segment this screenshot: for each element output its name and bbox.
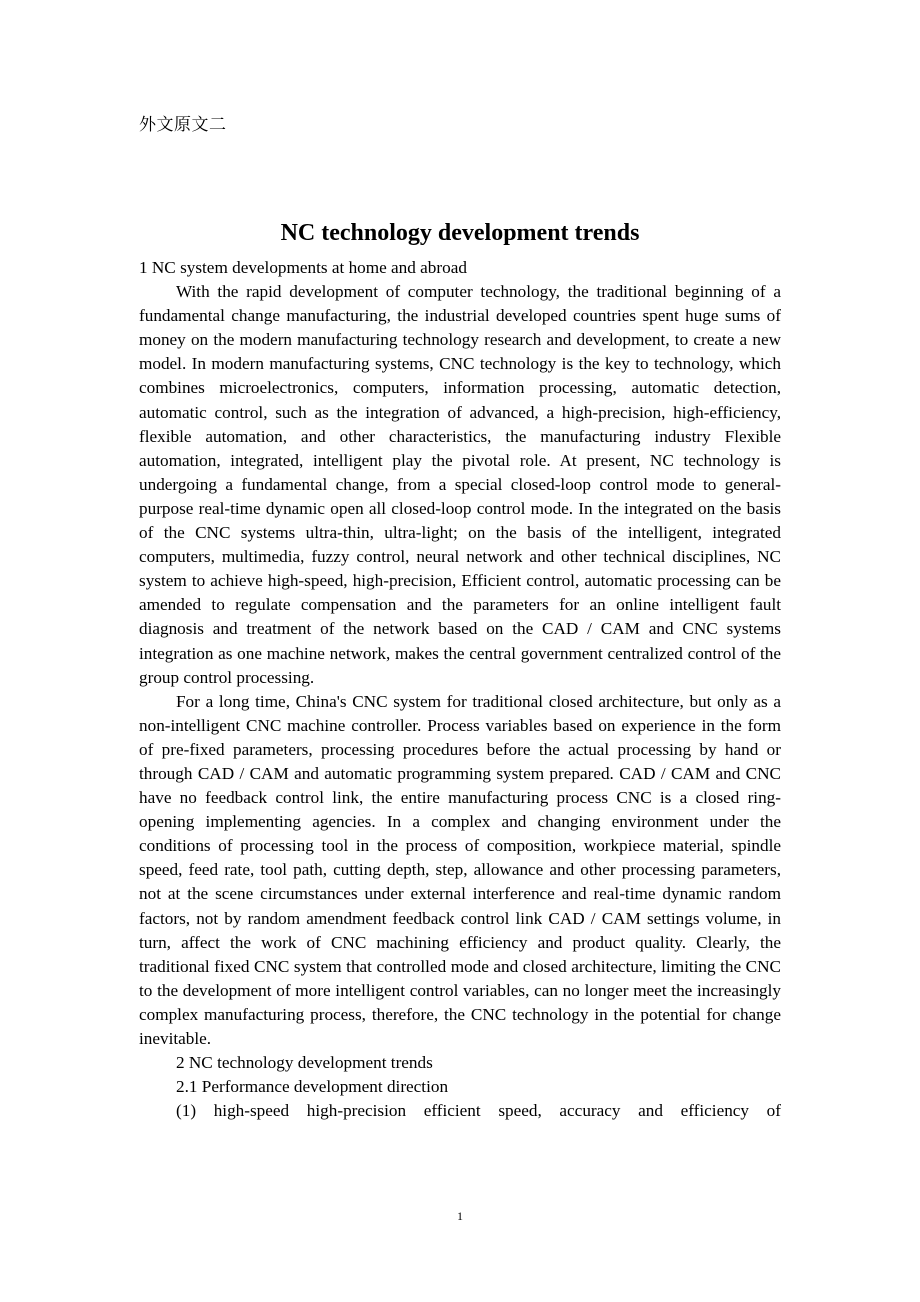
list-item-1-start: (1) high-speed high-precision efficient speed, accuracy and efficiency of <box>176 1101 781 1121</box>
paragraph-1: With the rapid development of computer technology, the traditional beginning of a fundamental change manufacturing, the industrial developed countries spent huge sums of money on the modern manufacturing technology research and development, to create a new model. In modern manufacturing systems, CNC technology is the key to technology, which combines microelectronics, computers, information processing, automatic detection, automatic control, such as the integration of advanced, a high-precision, high-efficiency, flexible automation, and other characteristics, the manufacturing industry Flexible automation, integrated, intelligent play the pivotal role. At present, NC technology is undergoing a fundamental change, from a special closed-loop control mode to general-purpose real-time dynamic open all closed-loop control mode. In the integrated on the basis of the CNC systems ultra-thin, ultra-light; on the basis of the intelligent, integrated computers, multimedia, fuzzy control, neural network and other technical disciplines, NC system to achieve high-speed, high-precision, Efficient control, automatic processing can be amended to regulate compensation and the parameters for an online intelligent fault diagnosis and treatment of the network based on the CAD / CAM and CNC systems integration as one machine network, makes the central government centralized control of the group control processing. <box>139 282 781 687</box>
page-number: 1 <box>457 1209 463 1223</box>
section-2-1-heading: 2.1 Performance development direction <box>176 1077 449 1097</box>
section-2-heading: 2 NC technology development trends <box>176 1053 433 1073</box>
body-text <box>139 256 781 1123</box>
section-1-heading: 1 NC system developments at home and abroad <box>139 258 467 277</box>
header-label: 外文原文二 <box>139 115 227 135</box>
paragraph-2: For a long time, China's CNC system for traditional closed architecture, but only as a non-intelligent CNC machine controller. Process variables based on experience in the form of pre-fixed parameters, processing procedures before the actual processing by hand or through CAD / CAM and automatic programming system prepared. CAD / CAM and CNC have no feedback control link, the entire manufacturing process CNC is a closed ring-opening implementing agencies. In a complex and changing environment under the conditions of processing tool in the process of composition, workpiece material, spindle speed, feed rate, tool path, cutting depth, step, allowance and other processing parameters, not at the scene circumstances under external interference and real-time dynamic random factors, not by random amendment feedback control link CAD / CAM settings volume, in turn, affect the work of CNC machining efficiency and product quality. Clearly, the traditional fixed CNC system that controlled mode and closed architecture, limiting the CNC to the development of more intelligent control variables, can no longer meet the increasingly complex manufacturing process, therefore, the CNC technology in the potential for change inevitable. <box>139 691 781 1048</box>
document-title: NC technology development trends <box>280 220 640 246</box>
